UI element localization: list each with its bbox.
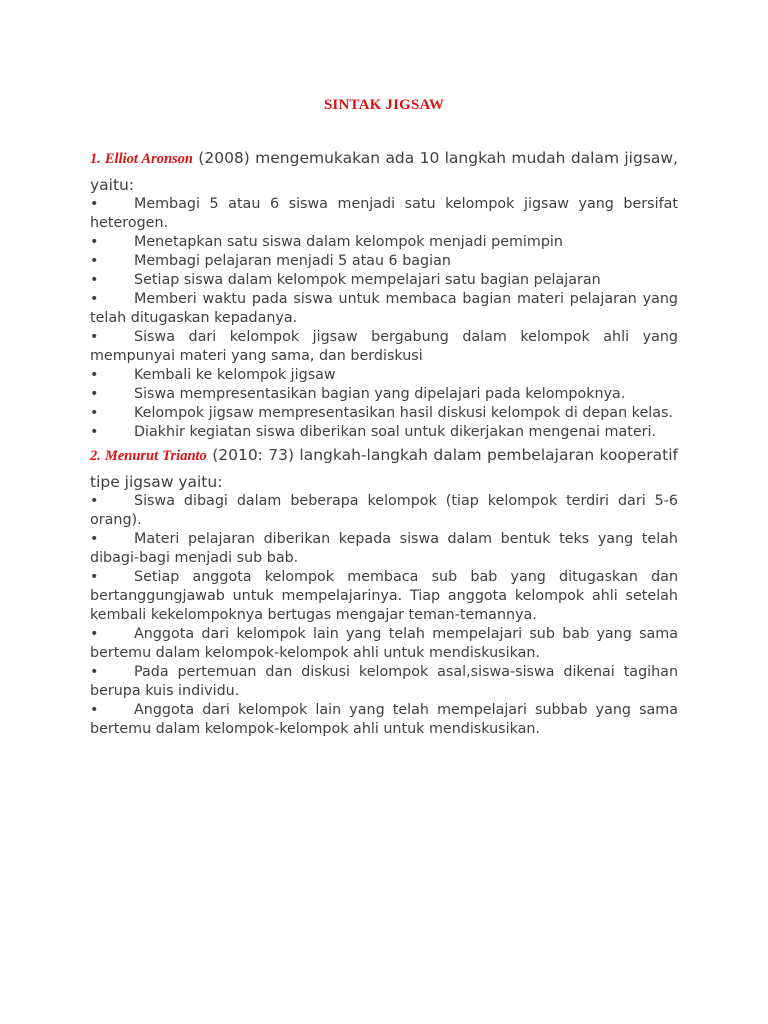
document-page [90,96,678,739]
document-title: SINTAK JIGSAW [323,97,445,113]
bullet-icon: • [90,664,99,680]
steps-list [90,492,678,739]
section-trianto [90,442,678,739]
bullet-icon: • [90,367,99,383]
section-intro: (2008) mengemukakan ada 10 langkah mudah dalam jigsaw, yaitu: [90,149,678,194]
list-item: • Anggota dari kelompok lain yang telah mempelajari subbab yang sama bertemu dalam kelompok-kelompok ahli untuk mendiskusikan. [90,702,678,737]
list-item: • Menetapkan satu siswa dalam kelompok menjadi pemimpin [90,234,563,250]
list-item: • Siswa mempresentasikan bagian yang dipelajari pada kelompoknya. [90,386,626,402]
bullet-icon: • [90,569,99,585]
list-item: • Membagi pelajaran menjadi 5 atau 6 bagian [90,253,451,269]
section-aronson [90,145,678,442]
section-author: 1. Elliot Aronson [90,151,193,167]
bullet-icon: • [90,253,99,269]
list-item: • Setiap siswa dalam kelompok mempelajari satu bagian pelajaran [90,272,601,288]
list-item: • Siswa dibagi dalam beberapa kelompok (tiap kelompok terdiri dari 5-6 orang). [90,493,678,528]
list-item: • Materi pelajaran diberikan kepada siswa dalam bentuk teks yang telah dibagi-bagi menjadi sub bab. [90,531,678,566]
section-author: 2. Menurut Trianto [90,448,207,464]
list-item: • Kelompok jigsaw mempresentasikan hasil diskusi kelompok di depan kelas. [90,405,673,421]
bullet-icon: • [90,272,99,288]
section-heading [90,442,678,496]
bullet-icon: • [90,424,99,440]
bullet-icon: • [90,493,99,509]
list-item: • Diakhir kegiatan siswa diberikan soal untuk dikerjakan mengenai materi. [90,424,657,440]
list-item: • Memberi waktu pada siswa untuk membaca bagian materi pelajaran yang telah ditugaskan kepadanya. [90,291,678,326]
bullet-icon: • [90,531,99,547]
bullet-icon: • [90,405,99,421]
list-item: • Setiap anggota kelompok membaca sub bab yang ditugaskan dan bertanggungjawab untuk mempelajarinya. Tiap anggota kelompok ahli setelah kembali kekelompoknya bertugas mengajar teman-temannya. [90,569,678,623]
list-item: • Pada pertemuan dan diskusi kelompok asal,siswa-siswa dikenai tagihan berupa kuis individu. [90,664,678,699]
section-heading [90,145,678,199]
bullet-icon: • [90,626,99,642]
bullet-icon: • [90,234,99,250]
list-item: • Membagi 5 atau 6 siswa menjadi satu kelompok jigsaw yang bersifat heterogen. [90,196,678,231]
section-intro: (2010: 73) langkah-langkah dalam pembelajaran kooperatif tipe jigsaw yaitu: [90,446,679,491]
list-item: • Anggota dari kelompok lain yang telah mempelajari sub bab yang sama bertemu dalam kelompok-kelompok ahli untuk mendiskusikan. [90,626,678,661]
bullet-icon: • [90,386,99,402]
bullet-icon: • [90,196,99,212]
bullet-icon: • [90,291,99,307]
list-item: • Siswa dari kelompok jigsaw bergabung dalam kelompok ahli yang mempunyai materi yang sama, dan berdiskusi [90,329,678,364]
list-item: • Kembali ke kelompok jigsaw [90,367,336,383]
bullet-icon: • [90,702,99,718]
steps-list [90,195,678,442]
bullet-icon: • [90,329,99,345]
